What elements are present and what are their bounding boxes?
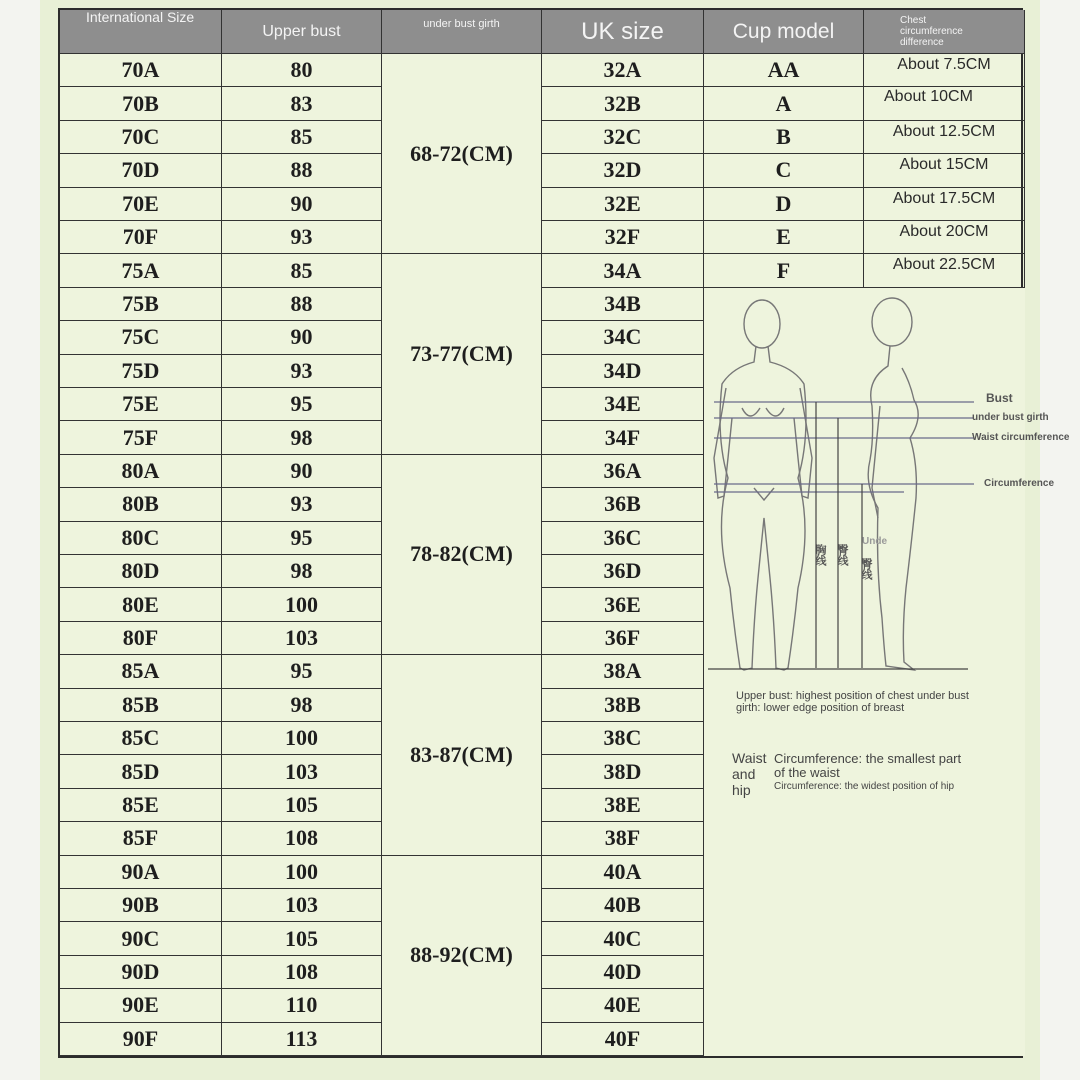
upper-bust-cell: 113 [222, 1023, 382, 1056]
international-size-cell: 90B [60, 889, 222, 922]
cup-model-cell: E [704, 221, 864, 254]
uk-size-cell: 40B [542, 889, 704, 922]
upper-bust-cell: 103 [222, 889, 382, 922]
international-size-cell: 85D [60, 755, 222, 788]
body-measurement-diagram [704, 288, 1070, 808]
international-size-cell: 70C [60, 121, 222, 154]
label-hip: Circumference [984, 477, 1055, 489]
upper-bust-cell: 90 [222, 188, 382, 221]
international-size-cell: 75D [60, 355, 222, 388]
international-size-cell: 90C [60, 922, 222, 955]
international-size-cell: 80C [60, 522, 222, 555]
upper-bust-cell: 83 [222, 87, 382, 120]
uk-size-cell: 40C [542, 922, 704, 955]
chest-difference-cell: About 15CM [864, 154, 1025, 187]
label-bust: Bust [986, 390, 1013, 405]
cup-model-cell: C [704, 154, 864, 187]
chest-difference-cell: About 10CM [864, 87, 1025, 120]
upper-bust-cell: 93 [222, 488, 382, 521]
uk-size-cell: 40F [542, 1023, 704, 1056]
uk-size-cell: 40D [542, 956, 704, 989]
upper-bust-cell: 98 [222, 689, 382, 722]
header-international-size-text: International Size [86, 9, 195, 25]
under-bust-girth-cell: 68-72(CM) [382, 54, 542, 254]
upper-bust-cell: 95 [222, 388, 382, 421]
international-size-cell: 70F [60, 221, 222, 254]
body-measurement-panel [704, 288, 1070, 1056]
international-size-cell: 85C [60, 722, 222, 755]
uk-size-cell: 36F [542, 622, 704, 655]
upper-bust-cell: 100 [222, 588, 382, 621]
upper-bust-cell: 100 [222, 722, 382, 755]
international-size-cell: 80D [60, 555, 222, 588]
label-cjk-3: 臀线 [860, 557, 872, 580]
label-waist: Waist circumference [972, 431, 1070, 443]
label-under-bust: under bust girth [972, 411, 1049, 423]
cup-model-cell: B [704, 121, 864, 154]
international-size-cell: 75E [60, 388, 222, 421]
upper-bust-cell: 98 [222, 555, 382, 588]
uk-size-cell: 38D [542, 755, 704, 788]
upper-bust-cell: 93 [222, 221, 382, 254]
chest-difference-cell: About 12.5CM [864, 121, 1025, 154]
bra-size-table [58, 8, 1070, 1058]
note-waist: Circumference: the smallest part of the waist [774, 750, 962, 780]
uk-size-cell: 34E [542, 388, 704, 421]
cup-model-cell: F [704, 254, 864, 287]
under-bust-girth-cell: 78-82(CM) [382, 455, 542, 655]
note-upper-bust: Upper bust: highest position of chest under bust girth: lower edge position of breast [736, 689, 969, 714]
uk-size-cell: 32B [542, 87, 704, 120]
international-size-cell: 90E [60, 989, 222, 1022]
upper-bust-cell: 110 [222, 989, 382, 1022]
international-size-cell: 85F [60, 822, 222, 855]
cup-model-cell: D [704, 188, 864, 221]
cup-model-cell: AA [704, 54, 864, 87]
upper-bust-cell: 95 [222, 655, 382, 688]
uk-size-cell: 34F [542, 421, 704, 454]
upper-bust-cell: 100 [222, 856, 382, 889]
international-size-cell: 70E [60, 188, 222, 221]
under-bust-girth-cell: 88-92(CM) [382, 856, 542, 1056]
international-size-cell: 80B [60, 488, 222, 521]
header-chest-difference [864, 10, 1025, 54]
upper-bust-cell: 85 [222, 121, 382, 154]
upper-bust-cell: 103 [222, 622, 382, 655]
uk-size-cell: 32E [542, 188, 704, 221]
uk-size-cell: 38C [542, 722, 704, 755]
header-chest-difference-text: Chest circumference difference [900, 15, 963, 48]
upper-bust-cell: 98 [222, 421, 382, 454]
uk-size-cell: 34D [542, 355, 704, 388]
international-size-cell: 80E [60, 588, 222, 621]
international-size-cell: 75A [60, 254, 222, 287]
international-size-cell: 90A [60, 856, 222, 889]
upper-bust-cell: 105 [222, 789, 382, 822]
international-size-cell: 75C [60, 321, 222, 354]
uk-size-cell: 38E [542, 789, 704, 822]
chest-difference-cell: About 17.5CM [864, 188, 1025, 221]
chest-difference-cell: About 7.5CM [864, 54, 1025, 87]
upper-bust-cell: 108 [222, 822, 382, 855]
upper-bust-cell: 93 [222, 355, 382, 388]
upper-bust-cell: 105 [222, 922, 382, 955]
label-cjk-2: 臀线 [836, 543, 848, 566]
header-cup-model: Cup model [704, 10, 864, 54]
under-bust-girth-cell: 83-87(CM) [382, 655, 542, 855]
international-size-cell: 70B [60, 87, 222, 120]
header-under-bust-girth: under bust girth [382, 10, 542, 54]
international-size-cell: 80A [60, 455, 222, 488]
uk-size-cell: 38B [542, 689, 704, 722]
header-international-size [60, 10, 222, 54]
international-size-cell: 70D [60, 154, 222, 187]
uk-size-cell: 32C [542, 121, 704, 154]
uk-size-cell: 38A [542, 655, 704, 688]
chest-difference-cell: About 20CM [864, 221, 1025, 254]
uk-size-cell: 40A [542, 856, 704, 889]
international-size-cell: 80F [60, 622, 222, 655]
uk-size-cell: 36B [542, 488, 704, 521]
label-cjk-1: 胸线 [814, 543, 826, 566]
international-size-cell: 75B [60, 288, 222, 321]
international-size-cell: 85B [60, 689, 222, 722]
international-size-cell: 75F [60, 421, 222, 454]
international-size-cell: 85A [60, 655, 222, 688]
chest-difference-cell: About 22.5CM [864, 254, 1025, 287]
uk-size-cell: 36A [542, 455, 704, 488]
uk-size-cell: 34B [542, 288, 704, 321]
upper-bust-cell: 90 [222, 455, 382, 488]
note-hip: Circumference: the widest position of hip [774, 780, 955, 792]
international-size-cell: 85E [60, 789, 222, 822]
uk-size-cell: 40E [542, 989, 704, 1022]
international-size-cell: 90F [60, 1023, 222, 1056]
header-upper-bust: Upper bust [222, 10, 382, 54]
uk-size-cell: 36D [542, 555, 704, 588]
international-size-cell: 70A [60, 54, 222, 87]
uk-size-cell: 36C [542, 522, 704, 555]
uk-size-cell: 36E [542, 588, 704, 621]
international-size-cell: 90D [60, 956, 222, 989]
upper-bust-cell: 85 [222, 254, 382, 287]
upper-bust-cell: 90 [222, 321, 382, 354]
upper-bust-cell: 88 [222, 288, 382, 321]
uk-size-cell: 32F [542, 221, 704, 254]
uk-size-cell: 32A [542, 54, 704, 87]
under-bust-girth-cell: 73-77(CM) [382, 254, 542, 454]
uk-size-cell: 38F [542, 822, 704, 855]
upper-bust-cell: 95 [222, 522, 382, 555]
upper-bust-cell: 103 [222, 755, 382, 788]
header-uk-size: UK size [542, 10, 704, 54]
uk-size-cell: 34C [542, 321, 704, 354]
upper-bust-cell: 108 [222, 956, 382, 989]
upper-bust-cell: 88 [222, 154, 382, 187]
uk-size-cell: 32D [542, 154, 704, 187]
cup-model-cell: A [704, 87, 864, 120]
label-under: Unde [862, 535, 887, 547]
note-waist-hip: Waist and hip [732, 749, 767, 798]
uk-size-cell: 34A [542, 254, 704, 287]
upper-bust-cell: 80 [222, 54, 382, 87]
